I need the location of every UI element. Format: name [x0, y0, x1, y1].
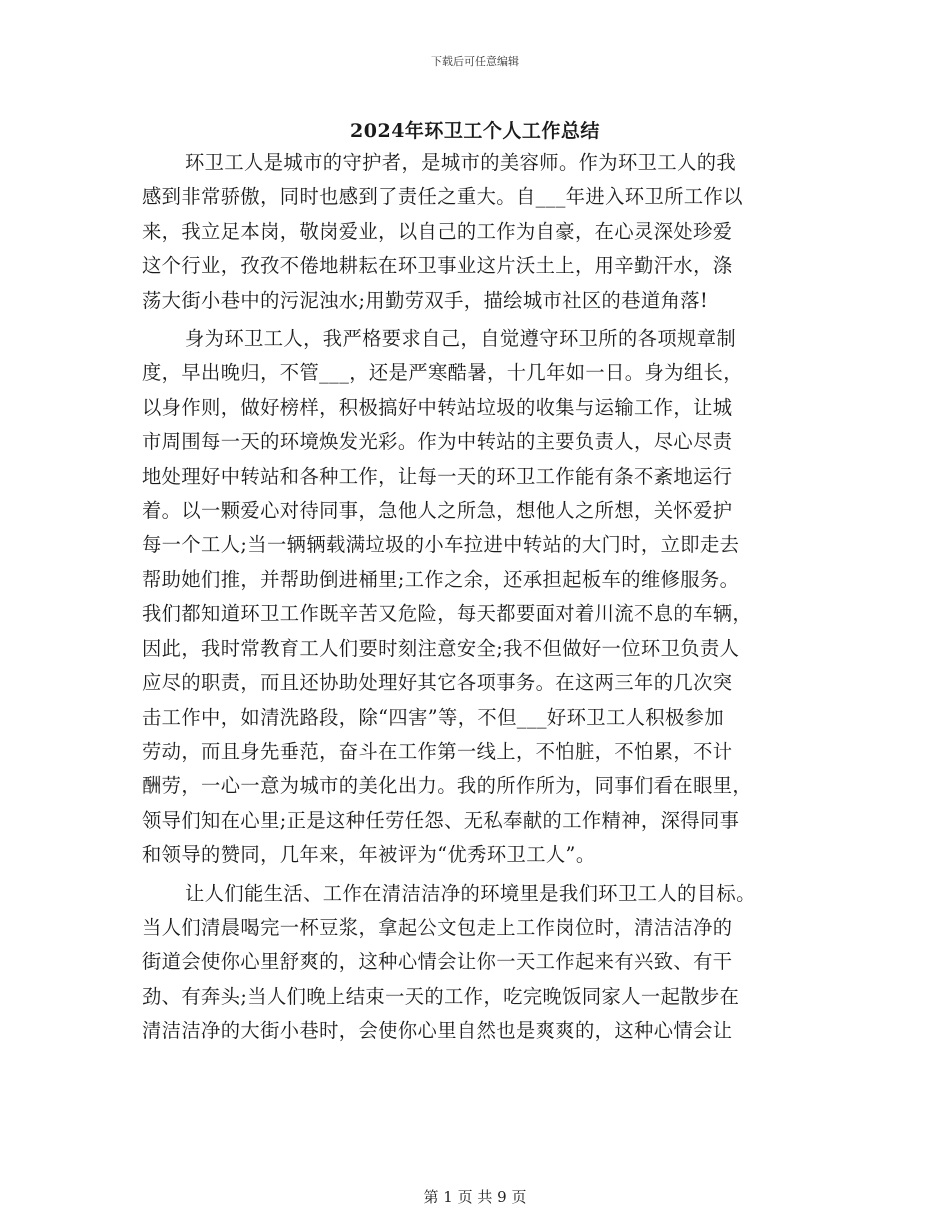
text-line: 街道会使你心里舒爽的，这种心情会让你一天工作起来有兴致、有干 — [142, 950, 733, 974]
text-line: 清洁洁净的大街小巷时，会使你心里自然也是爽爽的，这种心情会让 — [142, 1019, 733, 1043]
text-line: 着。以一颗爱心对待同事，急他人之所急，想他人之所想，关怀爱护 — [142, 499, 733, 523]
text-line: 应尽的职责，而且还协助处理好其它各项事务。在这两三年的几次突 — [142, 671, 733, 695]
text-line: 这个行业，孜孜不倦地耕耘在环卫事业这片沃土上，用辛勤汗水，涤 — [142, 254, 733, 278]
text-line: 让人们能生活、工作在清洁洁净的环境里是我们环卫工人的目标。 — [185, 881, 756, 905]
text-line: 帮助她们推，并帮助倒进桶里;工作之余，还承担起板车的维修服务。 — [142, 567, 740, 591]
text-line: 地处理好中转站和各种工作，让每一天的环卫工作能有条不紊地运行 — [142, 464, 733, 488]
text-line: 荡大街小巷中的污泥浊水;用勤劳双手，描绘城市社区的巷道角落! — [142, 288, 709, 312]
text-line: 酬劳，一心一意为城市的美化出力。我的所作所为，同事们看在眼里， — [142, 774, 753, 798]
text-line: 劳动，而且身先垂范，奋斗在工作第一线上，不怕脏，不怕累，不计 — [142, 739, 733, 763]
text-line: 环卫工人是城市的守护者，是城市的美容师。作为环卫工人的我 — [185, 151, 737, 174]
text-line: 以身作则，做好榜样，积极搞好中转站垃圾的收集与运输工作，让城 — [142, 395, 733, 419]
paragraph — [142, 877, 814, 1049]
paragraph — [142, 322, 814, 873]
text-line: 每一个工人;当一辆辆载满垃圾的小车拉进中转站的大门时，立即走去 — [142, 533, 740, 557]
header-note: 下载后可任意编辑 — [431, 55, 519, 68]
paragraph — [142, 146, 814, 318]
text-line: 感到非常骄傲，同时也感到了责任之重大。自___年进入环卫所工作以 — [142, 185, 743, 209]
text-line: 我们都知道环卫工作既辛苦又危险，每天都要面对着川流不息的车辆， — [142, 602, 753, 626]
text-line: 市周围每一天的环境焕发光彩。作为中转站的主要负责人，尽心尽责 — [142, 430, 733, 454]
page-footer: 第 1 页 共 9 页 — [423, 1188, 527, 1206]
text-line: 击工作中，如清洗路段，除“四害”等，不但___好环卫工人积极参加 — [142, 705, 725, 729]
text-line: 身为环卫工人，我严格要求自己，自觉遵守环卫所的各项规章制 — [185, 327, 737, 351]
text-line: 劲、有奔头;当人们晚上结束一天的工作，吃完晚饭同家人一起散步在 — [142, 984, 740, 1008]
text-line: 和领导的赞同，几年来，年被评为“优秀环卫工人”。 — [142, 843, 596, 867]
text-line: 当人们清晨喝完一杯豆浆，拿起公文包走上工作岗位时，清洁洁净的 — [142, 915, 733, 939]
text-line: 因此，我时常教育工人们要时刻注意安全;我不但做好一位环卫负责人 — [142, 636, 740, 660]
text-line: 度，早出晚归，不管___，还是严寒酷暑，十几年如一日。身为组长， — [142, 361, 743, 385]
text-line: 领导们知在心里;正是这种任劳任怨、无私奉献的工作精神，深得同事 — [142, 808, 740, 832]
document-body — [142, 146, 814, 1049]
text-line: 来，我立足本岗，敬岗爱业，以自己的工作为自豪，在心灵深处珍爱 — [142, 219, 733, 243]
document-title: 2024年环卫工个人工作总结 — [350, 120, 600, 142]
